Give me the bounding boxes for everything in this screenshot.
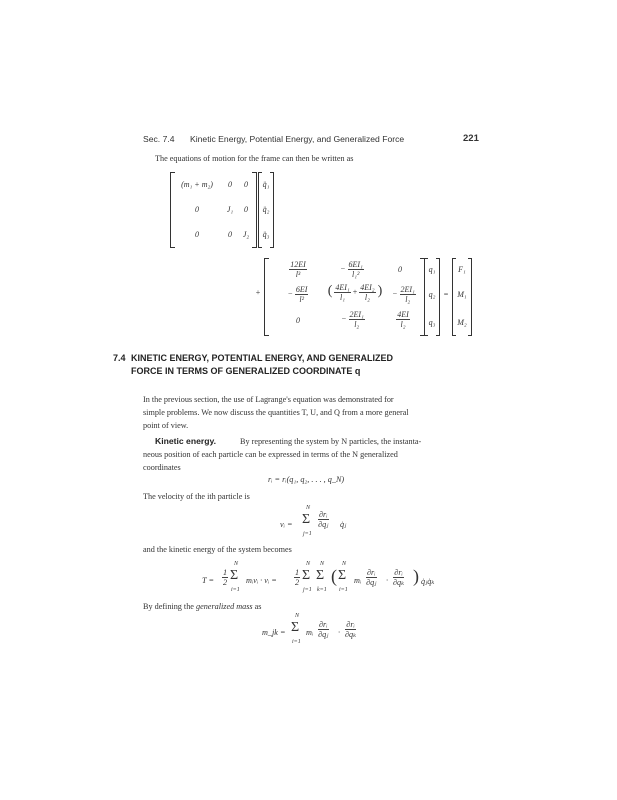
- vector-cell: q̈₂: [262, 205, 270, 214]
- page-number: 221: [463, 133, 479, 144]
- position-equation: rᵢ = rᵢ(q₁, q₂, . . . , q_N): [268, 475, 345, 484]
- right-paren: ): [413, 566, 419, 586]
- fraction: $\frac{\text{∂rᵢ}}{\text{∂qⱼ}}$: [366, 568, 377, 587]
- vector-right-bracket: [270, 172, 274, 248]
- fraction: $\frac{\text{∂rᵢ}}{\text{∂qⱼ}}$: [318, 620, 329, 639]
- fraction: $\frac{6EI}{\text{l²}}$: [295, 285, 308, 304]
- fraction: $\frac{\text{6EI₁}}{\text{l₁²}}$: [348, 260, 363, 279]
- equals-sign: =: [443, 290, 449, 299]
- fraction: $\frac{\text{2EI₁}}{\text{l₂}}$: [349, 310, 364, 329]
- book-page: Sec. 7.4 Kinetic Energy, Potential Energy, and Generalized Force 221 The equations of motion for the frame can then be written as (m₁ + m₂) 0 0 0 J₁ 0 0 0 J₂ q̈₁ q̈₂ q̈₃ + $\frac{12EI}{\text{l³}}$ − $\frac{\text{6EI₁}}{\text{l₁²}}$ 0 − $\frac{6EI}{\text{l²}}$ ( $\frac{\text{4EI₁}}{\text{l₁}}$ + $\frac{\text{4EI₂}}{\text{l₂}}$ ) − $\frac{\text{2EI₁}}{\text{l₂}}$ 0 − $\frac{\text{2EI₁}}{\text{l₂}}$ $\frac{4EI}{\text{l₂}}$ q₁ q₂ q₃ = F₁ M₁ M₂ 7.4 KINETIC ENERGY, POTENTIAL ENERGY, AND GENERALIZED FORCE IN TERMS OF GENERALIZED COORDINATE q In the previous section, the use of Lagrange's equation was demonstrated for simple problems. We now discuss the quantities T, U, and Q from a more general point of view. Kinetic energy. By representing the system by N particles, the instanta- neous position of each particle can be expressed in terms of the N generalized coordinates rᵢ = rᵢ(q₁, q₂, . . . , q_N) The velocity of the ith particle is vᵢ = N Σ j=1 $\frac{\text{∂rᵢ}}{\text{∂qⱼ}}$ q̇ⱼ and the kinetic energy of the system becomes T = $\frac{1}{2}$ N Σ i=1 mᵢvᵢ · vᵢ = $\frac{1}{2}$ N Σ j=1 N Σ k=1 ( N Σ i=1 mᵢ $\frac{\text{∂rᵢ}}{\text{∂qⱼ}}$ · $\frac{\text{∂rᵢ}}{\text{∂qₖ}}$ ) q̇ⱼq̇ₖ By defining the generalized mass as m_jk = N Σ i=1 mᵢ $\frac{\text{∂rᵢ}}{\text{∂qⱼ}}$ · $\frac{\text{∂rᵢ}}{\text{∂qₖ}}$: [113, 133, 479, 645]
- section-heading-line1: KINETIC ENERGY, POTENTIAL ENERGY, AND GENERALIZED: [131, 353, 394, 363]
- matrix-cell: 0: [296, 316, 300, 325]
- plus-sign: +: [255, 288, 261, 297]
- fraction: $\frac{1}{2}$: [223, 568, 228, 587]
- right-bracket: [252, 172, 257, 248]
- section-label: Sec. 7.4: [143, 134, 175, 144]
- matrix-cell: 0: [195, 230, 199, 239]
- section-number: 7.4: [113, 353, 126, 363]
- vector-cell: F₁: [458, 265, 466, 274]
- left-bracket: [264, 258, 269, 336]
- matrix-cell: J₂: [242, 230, 250, 239]
- matrix-cell: 0: [398, 265, 402, 274]
- fraction: $\frac{\text{∂rᵢ}}{\text{∂qⱼ}}$: [318, 510, 329, 529]
- running-title: Kinetic Energy, Potential Energy, and Generalized Force: [190, 134, 405, 144]
- fraction: $\frac{\text{∂rᵢ}}{\text{∂qₖ}}$: [393, 568, 405, 587]
- matrix-cell: 0: [195, 205, 199, 214]
- run-in-heading: Kinetic energy.: [155, 436, 216, 446]
- matrix-cell: 0: [244, 180, 248, 189]
- fraction: $\frac{\text{2EI₁}}{\text{l₂}}$: [400, 285, 415, 304]
- vector-cell: q̈₃: [262, 230, 270, 239]
- vector-cell: q₁: [428, 265, 436, 274]
- velocity-intro: The velocity of the ith particle is: [143, 492, 250, 501]
- vector-cell: q₂: [428, 290, 436, 299]
- paragraph-line: point of view.: [143, 421, 189, 430]
- mass-intro: By defining the generalized mass as: [143, 602, 262, 611]
- matrix-cell: 0: [244, 205, 248, 214]
- paragraph-line: By representing the system by N particles, the instanta-: [240, 437, 422, 446]
- fraction: $\frac{1}{2}$: [295, 568, 300, 587]
- paragraph-line: coordinates: [143, 463, 181, 472]
- kinetic-intro: and the kinetic energy of the system becomes: [143, 545, 292, 554]
- paragraph-line: In the previous section, the use of Lagrange's equation was demonstrated for: [143, 395, 394, 404]
- fraction: $\frac{\text{∂rᵢ}}{\text{∂qₖ}}$: [345, 620, 357, 639]
- vector-cell: q₃: [428, 318, 436, 327]
- paragraph-line: neous position of each particle can be expressed in terms of the N generalized: [143, 450, 398, 459]
- vector-cell: M₁: [457, 290, 467, 299]
- left-paren: (: [331, 566, 337, 586]
- vector-right-bracket: [468, 258, 472, 336]
- fraction: $\frac{\text{4EI₂}}{\text{l₂}}$: [360, 283, 375, 302]
- section-heading-line2: FORCE IN TERMS OF GENERALIZED COORDINATE q: [131, 366, 361, 376]
- matrix-cell: (m₁ + m₂): [181, 180, 213, 189]
- fraction: $\frac{12EI}{\text{l³}}$: [290, 260, 306, 279]
- fraction: $\frac{4EI}{\text{l₂}}$: [397, 310, 409, 329]
- matrix-cell: J₁: [226, 205, 234, 214]
- matrix-cell: 0: [228, 180, 232, 189]
- paragraph-line: simple problems. We now discuss the quantities T, U, and Q from a more general: [143, 408, 409, 417]
- vector-cell: M₂: [457, 318, 467, 327]
- vector-cell: q̈₁: [262, 180, 270, 189]
- intro-text: The equations of motion for the frame can then be written as: [155, 154, 354, 163]
- fraction: $\frac{\text{4EI₁}}{\text{l₁}}$: [335, 283, 350, 302]
- matrix-cell: 0: [228, 230, 232, 239]
